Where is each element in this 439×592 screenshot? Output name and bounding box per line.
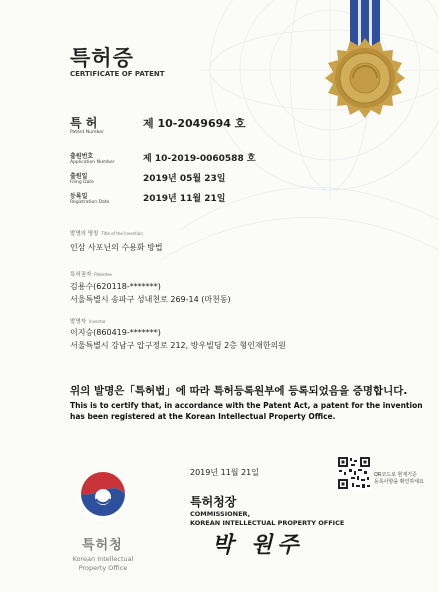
patentee-label (70, 270, 112, 278)
patent-number-label-en: Patent Number (70, 130, 104, 135)
organization-name-en (70, 555, 136, 573)
filing-date-label-en: Filing Date (70, 180, 94, 185)
patentee-address: 서울특별시 송파구 성내천로 269-14 (마천동) (70, 295, 231, 304)
patent-number-value: 제 10-2049694 호 (143, 117, 246, 130)
application-number-label: 출원번호 (70, 153, 94, 160)
inventor-label (70, 317, 106, 325)
issue-date: 2019년 11월 21일 (190, 468, 259, 477)
declaration-en-line2: has been registered at the Korean Intellectual Property Office. (70, 412, 336, 421)
qr-code (337, 456, 371, 490)
organization-name-ko: 특허청 (82, 538, 123, 553)
inventor-label-en: Inventor (88, 319, 106, 324)
patentee-label-ko: 특허권자 (70, 272, 92, 278)
invention-title-label (70, 229, 143, 237)
commissioner-title-en2: KOREAN INTELLECTUAL PROPERTY OFFICE (190, 519, 345, 527)
certificate-title: 특허증 (70, 46, 134, 70)
application-number-label-en: Application Number (70, 160, 115, 165)
patentee-label-en: Patentee (94, 272, 113, 277)
invention-title-label-ko: 발명의 명칭 (70, 231, 99, 237)
application-number-value: 제 10-2019-0060588 호 (143, 154, 256, 164)
qr-note-line1: QR코드로 현재기준 (374, 472, 417, 478)
qr-note-line2: 등록사항을 확인하세요 (374, 479, 424, 485)
filing-date-label: 출원일 (70, 173, 88, 180)
organization-name-en-line2: Property Office (78, 564, 128, 572)
registration-date-label-en: Registration Date (70, 200, 110, 205)
commissioner-title-ko: 특허청장 (190, 495, 237, 509)
certificate-title-en: CERTIFICATE OF PATENT (70, 70, 165, 78)
qr-note (374, 472, 424, 486)
patent-number-label: 특 허 (70, 116, 98, 130)
organization-name-en-line1: Korean Intellectual (72, 555, 134, 563)
inventor-label-ko: 발명자 (70, 319, 86, 325)
commissioner-title-en1: COMMISSIONER, (190, 510, 251, 518)
invention-title-value: 인삼 사포닌의 수용화 방법 (70, 243, 163, 252)
filing-date-value: 2019년 05월 23일 (143, 174, 226, 184)
registration-date-value: 2019년 11월 21일 (143, 194, 226, 204)
registration-date-label: 등록일 (70, 193, 88, 200)
declaration-ko: 위의 발명은「특허법」에 따라 특허등록원부에 등록되었음을 증명합니다. (70, 385, 408, 397)
patentee-name: 김용수(620118-*******) (70, 282, 161, 291)
inventor-address: 서울특별시 강남구 압구정로 212, 방우빌딩 2층 형인재한의원 (70, 341, 286, 350)
inventor-name: 이지승(860419-*******) (70, 328, 161, 337)
declaration-en-line1: This is to certify that, in accordance with the Patent Act, a patent for the invention (70, 401, 423, 410)
invention-title-label-en: Title of the Invention (101, 231, 143, 236)
gold-seal (325, 38, 405, 118)
commissioner-signature: 박 원주 (212, 532, 304, 558)
